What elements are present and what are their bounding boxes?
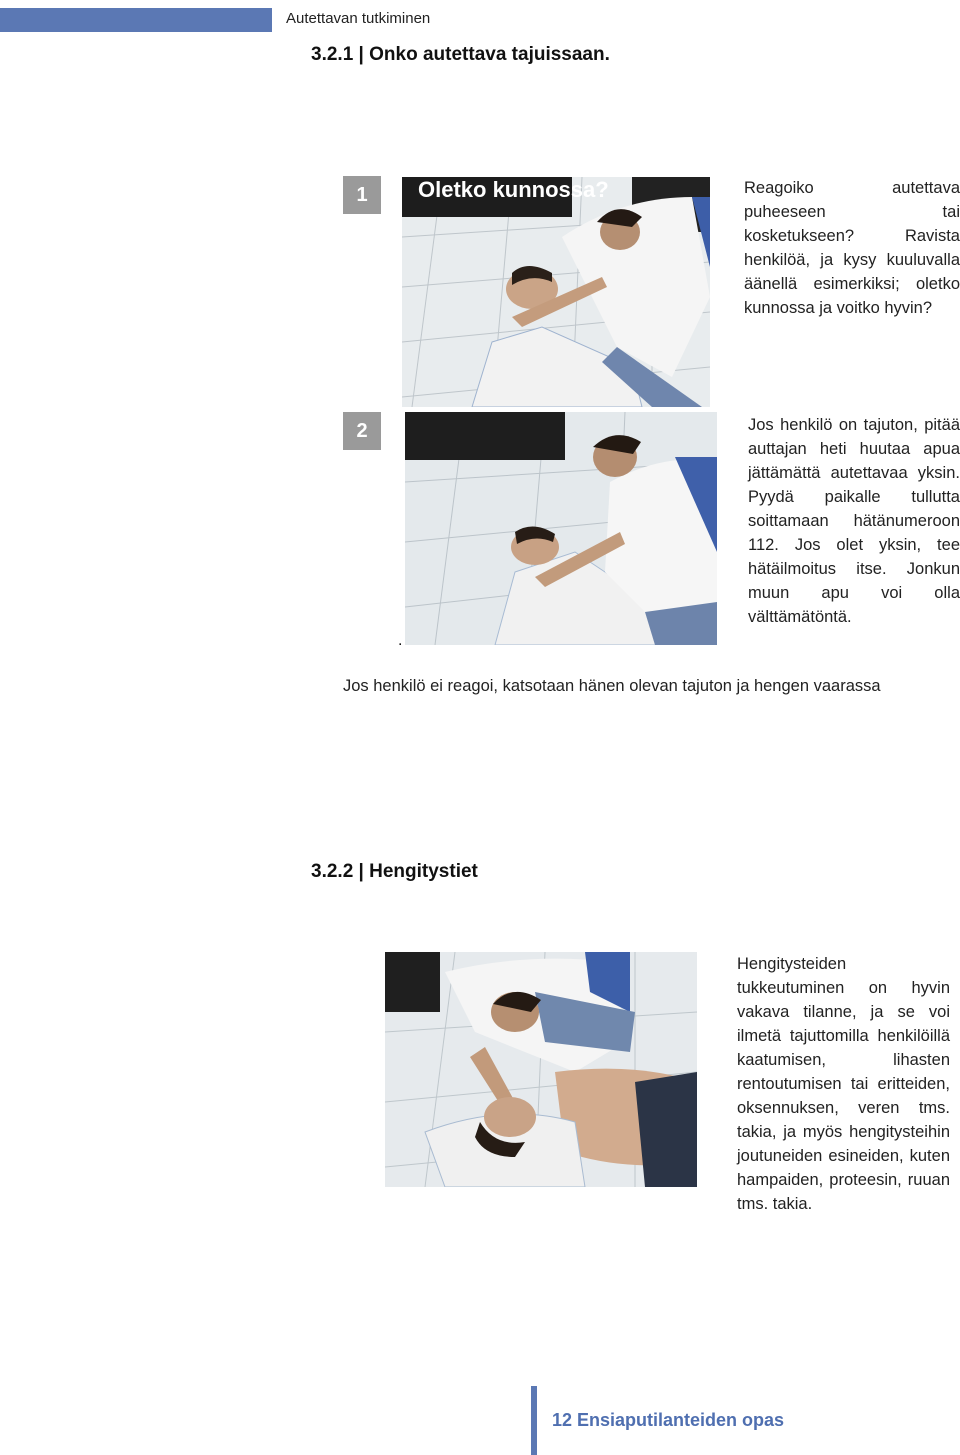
stray-dot: . — [398, 632, 403, 649]
unconscious-note: Jos henkilö ei reagoi, katsotaan hänen olevan tajuton ja hengen vaarassa — [343, 677, 881, 695]
running-header: Autettavan tutkiminen — [286, 10, 431, 27]
section-heading-322: 3.2.2 | Hengitystiet — [311, 861, 478, 882]
page-footer: 12 Ensiaputilanteiden opas — [552, 1410, 785, 1430]
footer-bar — [531, 1386, 537, 1455]
photo-call-for-help — [405, 412, 717, 645]
step-badge-2: 2 — [343, 412, 381, 450]
step-badge-1: 1 — [343, 176, 381, 214]
step2-instructions: Jos henkilö on tajuton, pitää auttajan heti huutaa apua jättämättä autettavaa yksin. Pyydä paikalle tullutta soittamaan hätänumeroon 112. Jos olet yksin, tee hätäilmoitus itse. Jonkun muun apu voi olla välttämätöntä. — [748, 416, 960, 626]
photo-check-consciousness — [402, 177, 710, 407]
step1-instructions: Reagoiko autettava puheeseen tai kosketukseen? Ravista henkilöä, ja kysy kuuluvalla äänellä esimerkiksi; oletko kunnossa ja voitko hyvin? — [744, 179, 960, 317]
header-bar — [0, 8, 272, 32]
photo-airway — [385, 952, 697, 1187]
airway-text: Hengitysteiden tukkeutuminen on hyvin vakava tilanne, ja se voi ilmetä tajuttomilla henkilöillä kaatumisen, lihasten rentoutumisen tai eritteiden, oksennuksen, veren tms. takia, ja myös hengitysteihin joutuneiden esineiden, kuten hampaiden, proteesin, ruuan tms. takia. — [737, 955, 950, 1213]
section-heading-321: 3.2.1 | Onko autettava tajuissaan. — [311, 44, 610, 65]
photo-caption: Oletko kunnossa? — [418, 177, 609, 202]
